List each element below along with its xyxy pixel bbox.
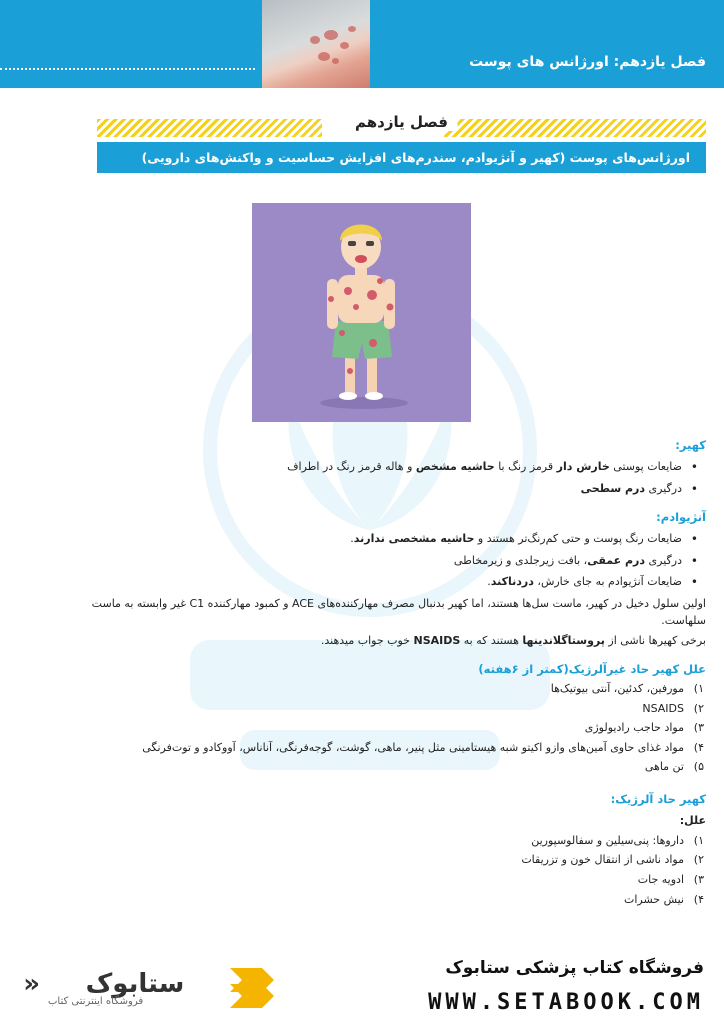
logo-tagline: فروشگاه اینترنتی کتاب — [48, 996, 144, 1007]
list-item — [66, 851, 706, 869]
item-text: تن ماهی — [644, 760, 684, 774]
acute-nonallergic-list — [66, 680, 706, 776]
list-item — [66, 739, 706, 757]
list-item: • ضایعات آنژیوادم به جای خارش، دردناکند. — [66, 573, 702, 591]
list-item — [66, 871, 706, 889]
angioedema-heading: آنژیوادم: — [656, 509, 706, 524]
item-number: ۴) — [693, 892, 704, 906]
item-number: ۱) — [693, 681, 704, 695]
item-number: ۲) — [693, 853, 704, 867]
list-item — [66, 758, 706, 776]
page-header — [0, 0, 724, 88]
acute-nonallergic-heading: علل کهیر حاد غیرآلرژیک(کمتر از ۶هفته) — [478, 661, 706, 676]
item-number: ۳) — [693, 721, 704, 735]
list-item — [66, 719, 706, 737]
list-item: • ضایعات پوستی خارش دار قرمز رنگ با حاشیه مشخص و هاله قرمز رنگ در اطراف — [66, 458, 702, 476]
logo-wordmark: ستابوک — [85, 969, 185, 999]
mast-cell-paragraph: اولین سلول دخیل در کهیر، ماست سل‌ها هستند، اما کهیر بدنبال مصرف مهارکننده‌های ACE و کمبود مهارکننده C1 غیر وابسته به ماست سلهاست. — [91, 596, 706, 628]
list-item — [66, 680, 706, 698]
stripe-decoration-right — [444, 119, 706, 137]
list-item: • ضایعات رنگ پوست و حتی کم‌رنگ‌تر هستند و حاشیه مشخصی ندارند. — [66, 530, 702, 548]
prostaglandin-paragraph: برخی کهیرها ناشی از پروستاگلاندینها هستند که به NSAIDS خوب جواب میدهند. — [320, 633, 706, 647]
item-text: مواد ناشی از انتقال خون و تزریقات — [521, 853, 684, 867]
header-dotted-line — [0, 68, 255, 70]
child-with-hives-illustration — [252, 203, 471, 422]
chapter-subtitle-bar — [97, 142, 706, 173]
item-number: ۴) — [693, 740, 704, 754]
stripe-decoration-left — [97, 119, 322, 137]
urticaria-list — [66, 458, 706, 497]
chapter-label: فصل یازدهم — [345, 113, 458, 131]
item-number: ۱) — [693, 833, 704, 847]
item-text: داروها: پنی‌سیلین و سفالوسپورین — [531, 833, 684, 847]
store-url[interactable]: WWW.SETABOOK.COM — [428, 990, 704, 1015]
running-title: فصل یازدهم: اورژانس های پوست — [469, 54, 706, 70]
angioedema-list — [66, 530, 706, 591]
item-number: ۵) — [693, 760, 704, 774]
skin-rash-photo — [262, 0, 370, 88]
item-text: نیش حشرات — [624, 892, 684, 906]
item-text: NSAIDS — [642, 701, 684, 715]
chapter-subtitle: اورژانس‌های پوست (کهیر و آنژیوادم، سندرم‌های افزایش حساسیت و واکنش‌های دارویی) — [141, 150, 690, 165]
chapter-title-row — [97, 113, 706, 137]
acute-allergic-list — [66, 832, 706, 908]
list-item — [66, 832, 706, 850]
main-content — [66, 436, 706, 910]
item-number: ۳) — [693, 873, 704, 887]
list-item: • درگیری درم عمقی، بافت زیرجلدی و زیرمخاطی — [66, 552, 702, 570]
item-text: مورفین، کدئین، آنتی بیوتیک‌ها — [550, 681, 684, 695]
urticaria-heading: کهیر: — [675, 438, 706, 452]
svg-text:«: « — [23, 969, 40, 999]
item-text: ادویه جات — [637, 873, 684, 887]
store-name: فروشگاه کتاب پزشکی ستابوک — [445, 958, 704, 978]
item-number: ۲) — [693, 701, 704, 715]
list-item — [66, 700, 706, 718]
list-item: • درگیری درم سطحی — [66, 480, 702, 498]
item-text: مواد غذای حاوی آمین‌های وازو اکیتو شبه هیستامینی مثل پنیر، ماهی، گوشت، گوجه‌فرنگی، آناناس، آووکادو و توت‌فرنگی — [142, 740, 684, 754]
causes-label: علل: — [679, 814, 706, 828]
acute-allergic-heading: کهیر حاد آلرژیک: — [610, 791, 706, 806]
page-footer — [0, 946, 724, 1024]
list-item — [66, 891, 706, 909]
item-text: مواد حاجب رادیولوژی — [584, 721, 684, 735]
